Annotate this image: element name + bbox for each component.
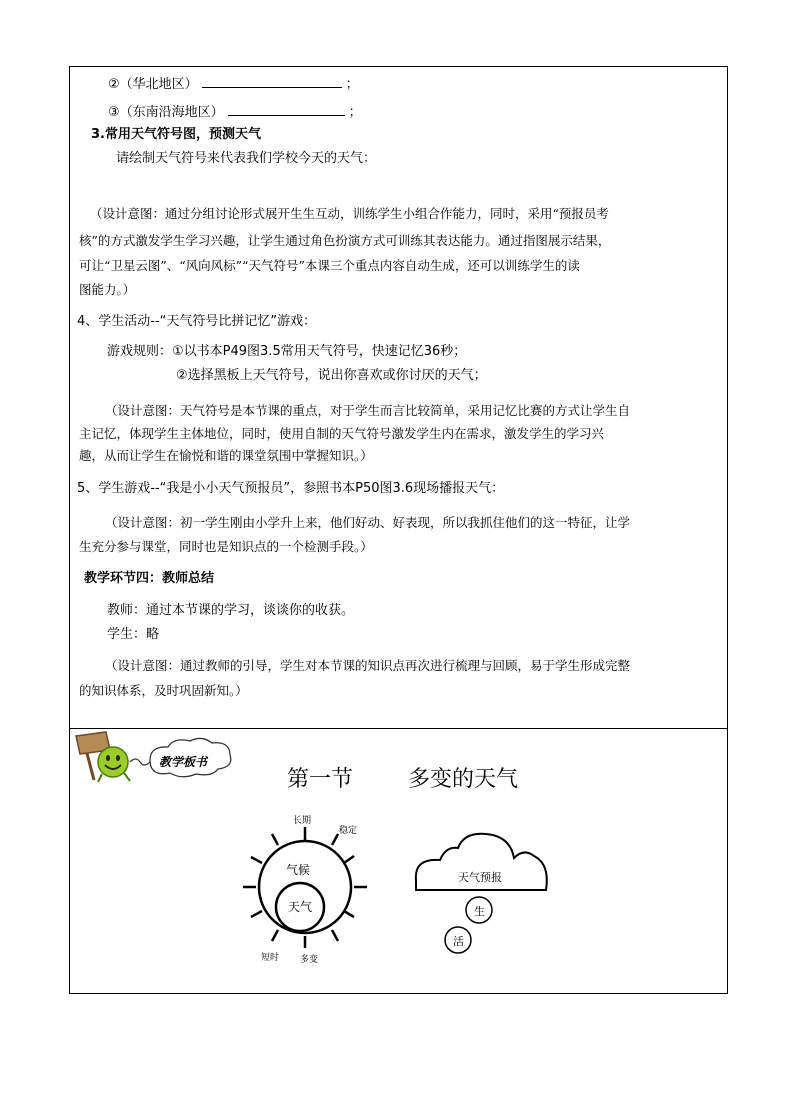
life-bubble-1-label: 生 [474, 905, 485, 918]
table-row-divider [69, 728, 728, 729]
label-changeable: 多变 [300, 955, 319, 965]
life-bubble-2-label: 活 [453, 935, 464, 948]
student-line: 学生：略 [107, 627, 160, 642]
region-item-southeast [108, 102, 362, 122]
activity-4-heading: 4、学生活动--“天气符号比拼记忆”游戏： [77, 314, 317, 329]
region-southeast-end: ； [348, 105, 362, 120]
weather-label: 天气 [288, 900, 313, 914]
design-note-1-line4: 图能力。） [79, 282, 136, 297]
step-4-heading: 教学环节四：教师总结 [84, 571, 215, 586]
design-note-1-line3: 可让“卫星云图”、“风向风标”“天气符号”本课三个重点内容自动生成，还可以训练学生的读 [79, 258, 580, 273]
design-note-3-line1: （设计意图：初一学生刚由小学升上来，他们好动、好表现，所以我抓住他们的这一特征，让学 [105, 515, 631, 530]
design-note-1-line1: （设计意图：通过分组讨论形式展开生生互动，训练学生小组合作能力，同时，采用“预报员考 [90, 206, 609, 221]
game-rule-1: 游戏规则：①以书本P49图3.5常用天气符号，快速记忆36秒； [107, 344, 467, 359]
swirl-icon [130, 759, 150, 765]
region-southeast-label: ③（东南沿海地区） [108, 105, 224, 120]
design-note-4-line1: （设计意图：通过教师的引导，学生对本节课的知识点再次进行梳理与回顾，易于学生形成完整 [105, 658, 631, 673]
climate-circle [259, 841, 351, 933]
game-rule-2: ②选择黑板上天气符号，说出你喜欢或你讨厌的天气； [176, 368, 487, 383]
board-title-section: 第一节 [287, 767, 354, 792]
forecast-label: 天气预报 [458, 871, 502, 884]
weather-forecast-cloud-diagram [412, 828, 552, 958]
answer-blank-southeast[interactable] [228, 102, 345, 116]
board-badge-label: 教学板书 [159, 755, 208, 769]
game-5-heading: 5、学生游戏--“我是小小天气预报员”，参照书本P50图3.6现场播报天气： [77, 481, 505, 496]
prompt-draw-symbol: 请绘制天气符号来代表我们学校今天的天气： [116, 151, 377, 166]
smiley-mascot-icon [98, 747, 130, 782]
design-note-2-line1: （设计意图：天气符号是本节课的重点，对于学生而言比较简单，采用记忆比赛的方式让学生自 [105, 403, 631, 418]
climate-weather-sun-diagram [240, 810, 380, 970]
region-item-north [108, 74, 359, 94]
heading-weather-symbols: 3.常用天气符号图，预测天气 [91, 127, 261, 142]
board-title-topic: 多变的天气 [408, 767, 519, 792]
label-short-term: 短时 [261, 953, 280, 963]
design-note-2-line2: 主记忆，体现学生主体地位，同时，使用自制的天气符号激发学生内在需求，激发学生的学习兴 [79, 426, 605, 441]
climate-label: 气候 [286, 863, 311, 877]
design-note-2-line3: 趣，从而让学生在愉悦和谐的课堂氛围中掌握知识。） [79, 448, 373, 463]
label-long-term: 长期 [293, 816, 312, 826]
label-stable: 稳定 [339, 826, 358, 836]
design-note-1-line2: 核”的方式激发学生学习兴趣，让学生通过角色扮演方式可训练其表达能力。通过指图展示结果， [79, 233, 611, 248]
region-north-label: ②（华北地区） [108, 77, 198, 92]
board-mascot-badge [72, 730, 252, 786]
teacher-line: 教师：通过本节课的学习，谈谈你的收获。 [107, 603, 355, 618]
design-note-3-line2: 生充分参与课堂，同时也是知识点的一个检测手段。） [79, 539, 373, 554]
region-north-end: ； [345, 77, 359, 92]
answer-blank-north[interactable] [202, 74, 342, 88]
design-note-4-line2: 的知识体系，及时巩固新知。） [79, 683, 248, 698]
